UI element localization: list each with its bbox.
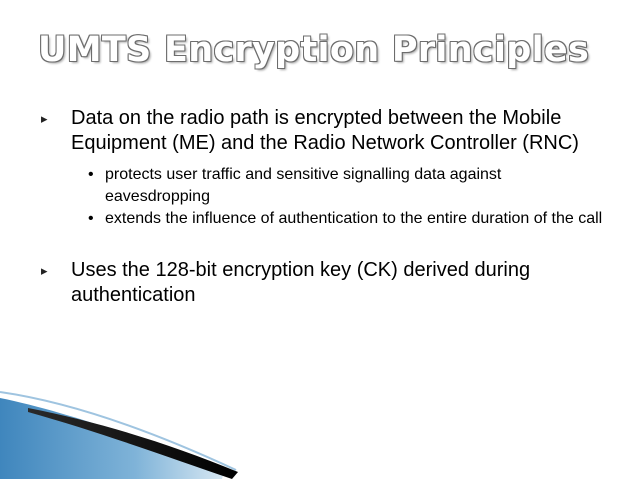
subbullet-text: protects user traffic and sensitive signalling data against eavesdropping	[105, 166, 502, 205]
triangle-bullet-icon: ▸	[41, 111, 48, 126]
triangle-bullet-icon: ▸	[41, 263, 48, 278]
dot-bullet-icon: •	[88, 210, 94, 227]
dot-bullet-icon: •	[88, 166, 94, 183]
bullet-text: Uses the 128-bit encryption key (CK) derived during authentication	[71, 259, 531, 306]
bullet-text: Data on the radio path is encrypted between the Mobile Equipment (ME) and the Radio Network Controller (RNC)	[71, 107, 579, 154]
subbullet-text: extends the influence of authentication to the entire duration of the call	[105, 210, 603, 227]
slide-title: UMTS Encryption Principles	[38, 30, 590, 70]
